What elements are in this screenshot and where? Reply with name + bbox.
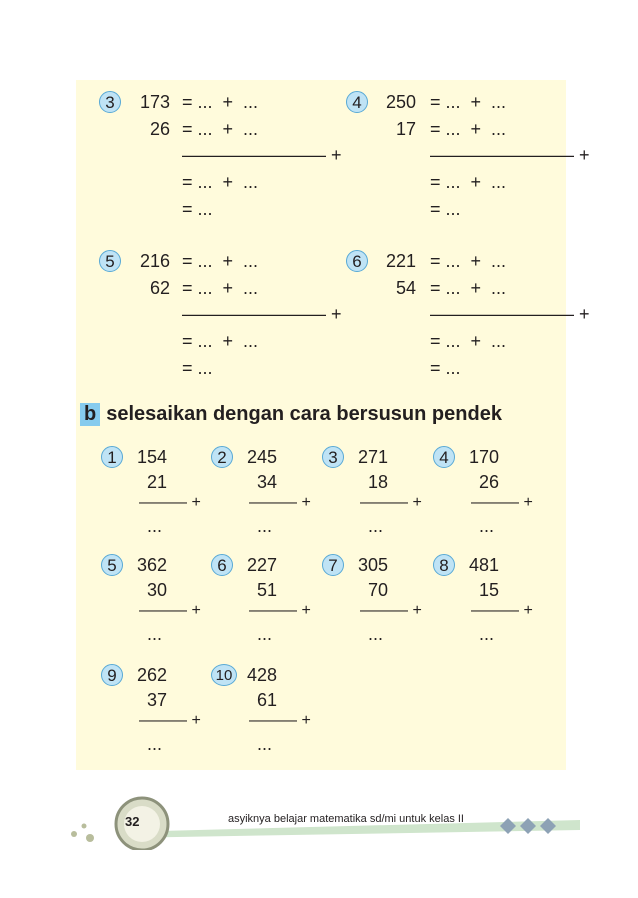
diamond-icon	[540, 818, 556, 834]
sum-rule: ——— +	[471, 494, 533, 511]
step-line: = ...	[430, 358, 461, 378]
addend-b: 17	[395, 119, 416, 139]
problem-number: 5	[101, 554, 123, 576]
step-line: = ... + ...	[430, 92, 507, 112]
addend-a: 245	[247, 447, 278, 467]
footer-text: asyiknya belajar matematika sd/mi untuk kelas II	[228, 813, 464, 825]
addend-a: 227	[247, 555, 278, 575]
sum-rule: ———————— +	[182, 304, 342, 324]
addend-a: 154	[137, 447, 168, 467]
answer: ...	[147, 734, 163, 754]
problem-number: 3	[322, 446, 344, 468]
answer: ...	[257, 624, 273, 644]
step-line: = ... + ...	[182, 92, 259, 112]
problem-number: 4	[433, 446, 455, 468]
step-line: = ... + ...	[182, 278, 259, 298]
dot-icon	[71, 831, 77, 837]
addend-a: 362	[137, 555, 168, 575]
page-number: 32	[125, 814, 140, 829]
addend-b: 21	[146, 472, 167, 492]
problem-number: 9	[101, 664, 123, 686]
addend-a: 428	[247, 665, 278, 685]
addend-b: 26	[149, 119, 170, 139]
sum-rule: ——— +	[139, 602, 201, 619]
step-line: = ... + ...	[182, 331, 259, 351]
addend-b: 15	[478, 580, 499, 600]
sum-rule: ——— +	[471, 602, 533, 619]
sum-rule: ———————— +	[430, 304, 590, 324]
addend-a: 216	[139, 251, 170, 271]
sum-rule: ——— +	[249, 712, 311, 729]
section-heading	[80, 403, 502, 426]
sum-rule: ——— +	[360, 494, 422, 511]
answer: ...	[257, 516, 273, 536]
sum-rule: ——— +	[360, 602, 422, 619]
addend-b: 18	[367, 472, 388, 492]
sum-rule: ——— +	[139, 712, 201, 729]
problem-number: 3	[99, 91, 121, 113]
addend-a: 170	[469, 447, 500, 467]
problem-number: 2	[211, 446, 233, 468]
step-line: = ...	[182, 358, 213, 378]
sum-rule: ———————— +	[182, 145, 342, 165]
addend-b: 34	[256, 472, 277, 492]
addend-a: 221	[385, 251, 416, 271]
addend-b: 26	[478, 472, 499, 492]
addend-a: 271	[358, 447, 389, 467]
sum-rule: ——— +	[249, 602, 311, 619]
answer: ...	[147, 624, 163, 644]
addend-a: 481	[469, 555, 500, 575]
answer: ...	[479, 516, 495, 536]
step-line: = ... + ...	[430, 119, 507, 139]
problem-number: 4	[346, 91, 368, 113]
step-line: = ... + ...	[182, 119, 259, 139]
answer: ...	[368, 624, 384, 644]
step-line: = ... + ...	[430, 331, 507, 351]
addend-a: 173	[139, 92, 170, 112]
problem-number: 7	[322, 554, 344, 576]
answer: ...	[479, 624, 495, 644]
addend-b: 62	[149, 278, 170, 298]
problem-number: 8	[433, 554, 455, 576]
answer: ...	[257, 734, 273, 754]
problem-number: 5	[99, 250, 121, 272]
sum-rule: ——— +	[139, 494, 201, 511]
problem-number: 10	[211, 664, 237, 686]
diamond-icon	[520, 818, 536, 834]
addend-b: 37	[146, 690, 167, 710]
addend-b: 70	[367, 580, 388, 600]
step-line: = ... + ...	[430, 278, 507, 298]
step-line: = ... + ...	[430, 172, 507, 192]
step-line: = ...	[430, 199, 461, 219]
diamond-icon	[500, 818, 516, 834]
problem-number: 6	[346, 250, 368, 272]
section-title: selesaikan dengan cara bersusun pendek	[106, 403, 502, 425]
addend-b: 30	[146, 580, 167, 600]
answer: ...	[147, 516, 163, 536]
problem-number: 1	[101, 446, 123, 468]
sum-rule: ——— +	[249, 494, 311, 511]
addend-a: 250	[385, 92, 416, 112]
section-tag: b	[80, 403, 100, 426]
dot-icon	[86, 834, 94, 842]
addend-a: 262	[137, 665, 168, 685]
answer: ...	[368, 516, 384, 536]
step-line: = ... + ...	[182, 251, 259, 271]
step-line: = ...	[182, 199, 213, 219]
problem-number: 6	[211, 554, 233, 576]
dot-icon	[82, 824, 87, 829]
addend-b: 51	[256, 580, 277, 600]
addend-b: 54	[395, 278, 416, 298]
sum-rule: ———————— +	[430, 145, 590, 165]
addend-a: 305	[358, 555, 389, 575]
addend-b: 61	[256, 690, 277, 710]
step-line: = ... + ...	[430, 251, 507, 271]
step-line: = ... + ...	[182, 172, 259, 192]
